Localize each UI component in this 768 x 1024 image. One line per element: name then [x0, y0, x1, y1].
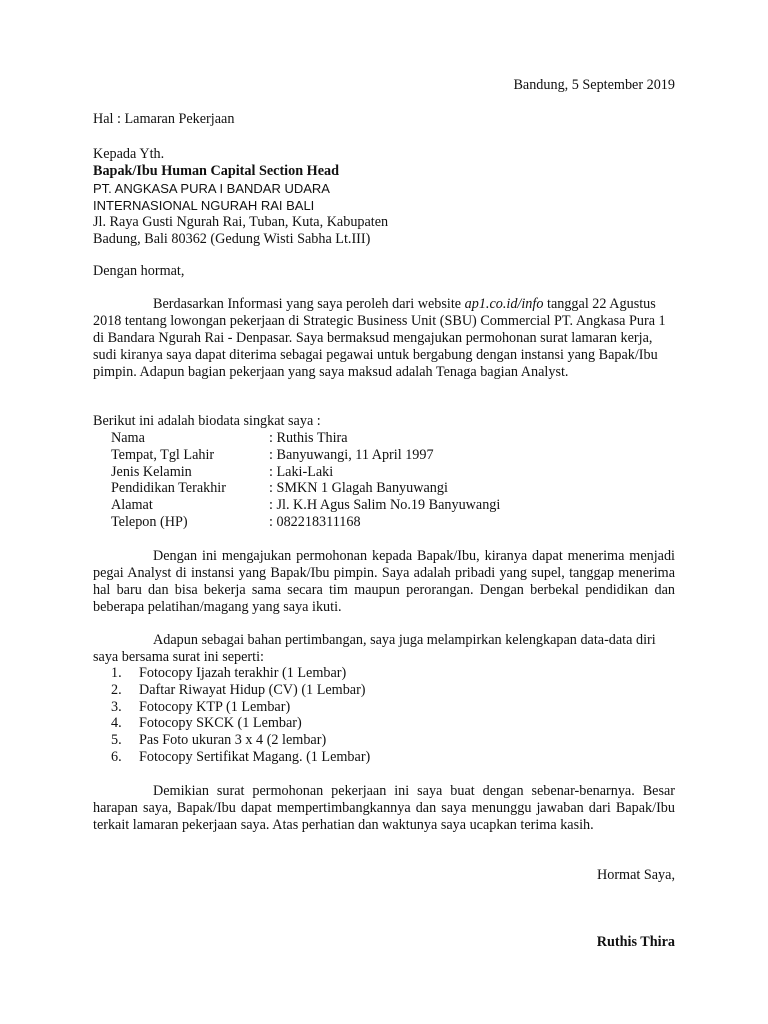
biodata-value: : Jl. K.H Agus Salim No.19 Banyuwangi	[269, 497, 501, 514]
attachment-number: 5.	[111, 732, 122, 749]
biodata-row	[111, 430, 693, 447]
recipient-company-line-1: PT. ANGKASA PURA I BANDAR UDARA	[93, 181, 330, 196]
website-reference: ap1.co.id/info	[464, 296, 544, 312]
biodata-intro: Berikut ini adalah biodata singkat saya :	[93, 413, 321, 429]
attachment-item	[111, 699, 693, 716]
attachment-number: 1.	[111, 665, 122, 681]
intro-text-rest: tanggal 22 Agustus 2018 tentang lowongan pekerjaan di Strategic Business Unit (SBU) Commercial PT. Angkasa Pura 1 di Bandara Ngurah Rai - Denpasar. Saya bermaksud mengajukan permohonan surat lamaran kerja, sudi kiranya saya dapat diterima sebagai pegawai untuk bergabung dengan instansi yang Bapak/Ibu pimpin. Adapun bagian pekerjaan yang saya maksud adalah Tenaga bagian Analyst.	[93, 296, 666, 380]
biodata-label: Alamat	[111, 497, 153, 514]
recipient-block	[93, 146, 675, 248]
biodata-list	[111, 430, 693, 531]
attachment-text: Daftar Riwayat Hidup (CV) (1 Lembar)	[139, 681, 366, 698]
biodata-label: Nama	[111, 430, 145, 446]
greeting: Dengan hormat,	[93, 263, 185, 279]
biodata-value: : Banyuwangi, 11 April 1997	[269, 446, 434, 463]
recipient-address-line-1: Jl. Raya Gusti Ngurah Rai, Tuban, Kuta, Kabupaten	[93, 214, 389, 230]
recipient-to: Kepada Yth.	[93, 146, 165, 162]
attachment-text: Fotocopy KTP (1 Lembar)	[139, 698, 291, 715]
letter-subject: Hal : Lamaran Pekerjaan	[93, 111, 235, 127]
recipient-addressee: Bapak/Ibu Human Capital Section Head	[93, 163, 339, 179]
biodata-label: Telepon (HP)	[111, 513, 188, 530]
closing-text: Demikian surat permohonan pekerjaan ini saya buat dengan sebenar-benarnya. Besar harapan saya, Bapak/Ibu dapat mempertimbangkannya dan saya menunggu jawaban dari Bapak/Ibu terkait lamaran pekerjaan saya. Atas perhatian dan waktunya saya ucapkan terima kasih.	[93, 783, 675, 833]
biodata-value: : Ruthis Thira	[269, 430, 348, 446]
biodata-value: : 082218311168	[269, 513, 361, 530]
attachment-number: 4.	[111, 715, 122, 732]
biodata-value: : SMKN 1 Glagah Banyuwangi	[269, 480, 448, 497]
attachment-item	[111, 715, 693, 732]
biodata-label: Tempat, Tgl Lahir	[111, 446, 215, 463]
biodata-label: Pendidikan Terakhir	[111, 480, 226, 497]
intro-text-start: Berdasarkan Informasi yang saya peroleh dari website	[153, 296, 465, 312]
application-text: Dengan ini mengajukan permohonan kepada Bapak/Ibu, kiranya dapat menerima menjadi pegai Analyst di instansi yang Bapak/Ibu pimpin. Saya adalah pribadi yang supel, tanggap menerima hal baru dan bisa bekerja sama secara tim maupun perorangan. Dengan berbekal pendidikan dan beberapa pelatihan/magang yang saya ikuti.	[93, 548, 675, 615]
attachment-text: Fotocopy SKCK (1 Lembar)	[139, 715, 302, 732]
attachment-item	[111, 732, 693, 749]
attachments-intro-text: Adapun sebagai bahan pertimbangan, saya juga melampirkan kelengkapan data-data diri saya bersama surat ini seperti:	[93, 632, 656, 665]
attachment-item	[111, 682, 693, 699]
attachment-item	[111, 749, 693, 766]
attachment-number: 2.	[111, 681, 122, 698]
recipient-company-line-2: INTERNASIONAL NGURAH RAI BALI	[93, 198, 315, 213]
attachment-item	[111, 665, 693, 682]
paragraph-attachments-intro	[93, 632, 675, 666]
paragraph-intro	[93, 296, 675, 381]
biodata-label: Jenis Kelamin	[111, 463, 192, 480]
biodata-row	[111, 480, 693, 497]
signature-name: Ruthis Thira	[596, 934, 675, 950]
attachment-text: Fotocopy Ijazah terakhir (1 Lembar)	[139, 665, 347, 681]
attachment-number: 3.	[111, 698, 122, 715]
paragraph-closing	[93, 783, 675, 834]
recipient-address-line-2: Badung, Bali 80362 (Gedung Wisti Sabha Lt.III)	[93, 231, 371, 247]
letter-date: Bandung, 5 September 2019	[513, 77, 675, 93]
attachment-text: Fotocopy Sertifikat Magang. (1 Lembar)	[139, 748, 371, 765]
attachment-list	[111, 665, 693, 766]
biodata-row	[111, 447, 693, 464]
biodata-value: : Laki-Laki	[269, 463, 334, 480]
biodata-row	[111, 497, 693, 514]
paragraph-application	[93, 548, 675, 616]
biodata-row	[111, 514, 693, 531]
regards: Hormat Saya,	[596, 867, 675, 883]
biodata-row	[111, 464, 693, 481]
attachment-number: 6.	[111, 748, 122, 765]
attachment-text: Pas Foto ukuran 3 x 4 (2 lembar)	[139, 732, 327, 749]
